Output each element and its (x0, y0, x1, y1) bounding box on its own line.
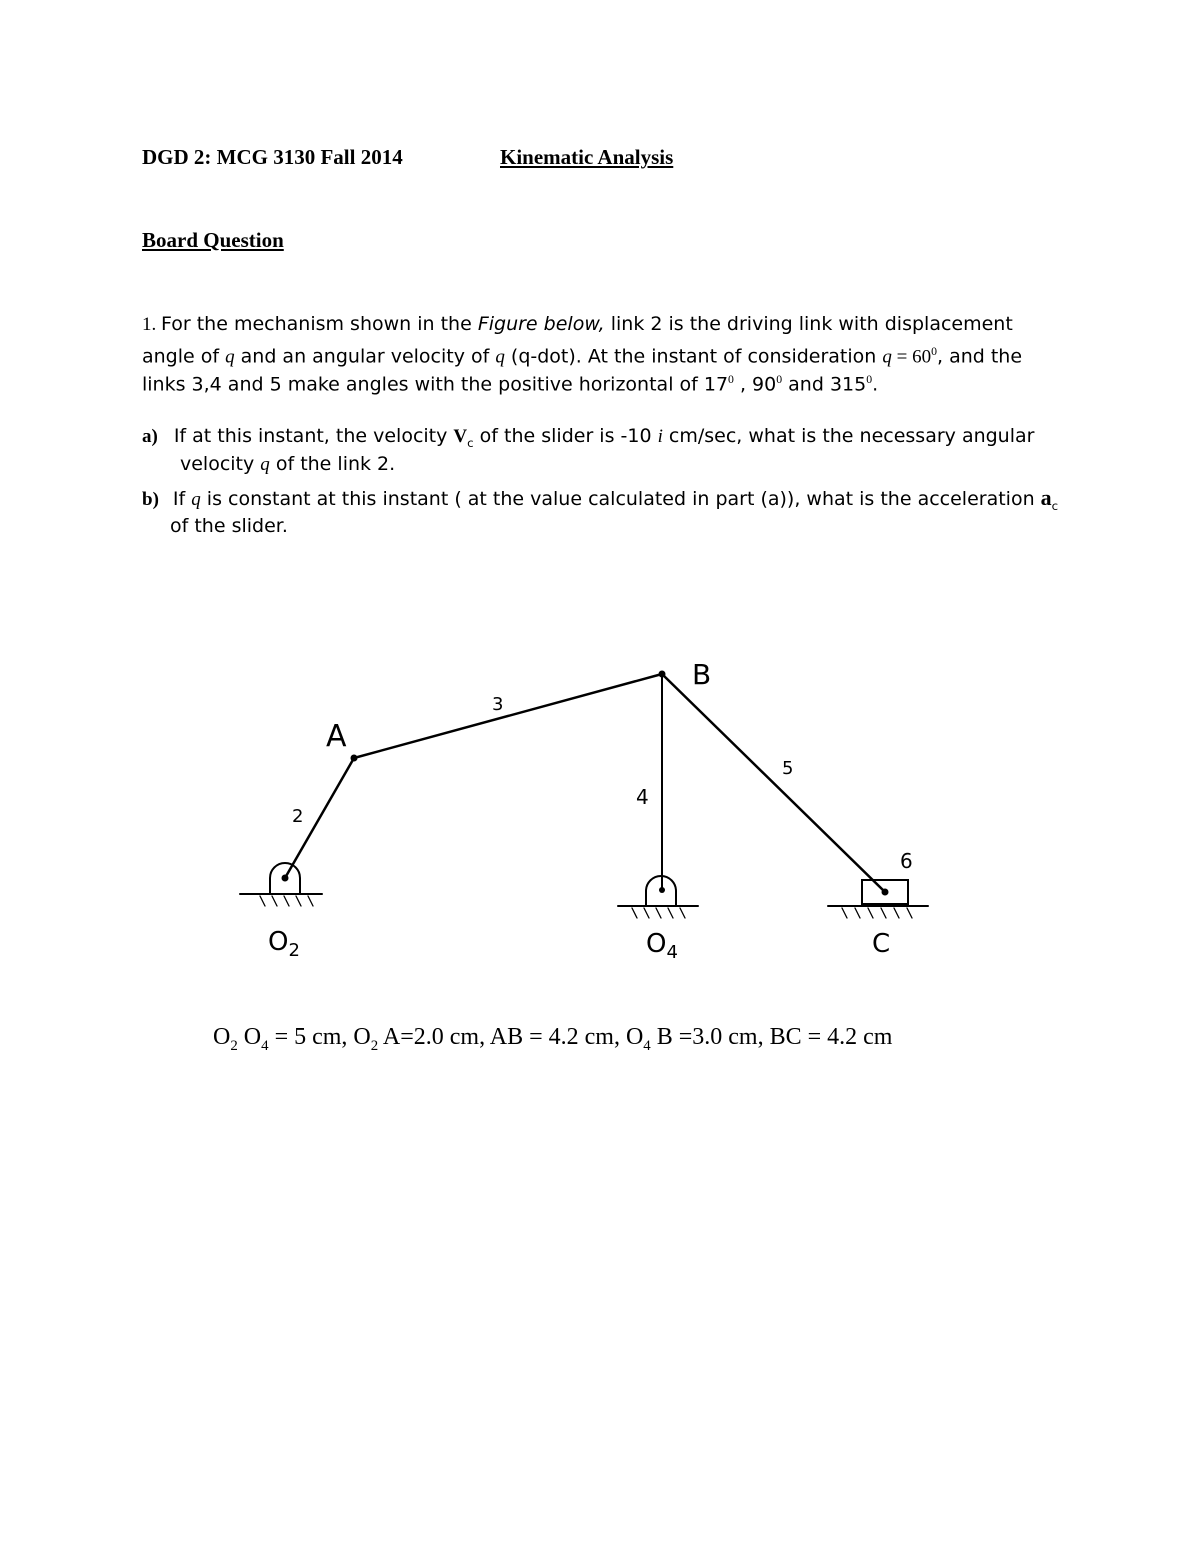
part-a-line-2: velocity q of the link 2. (180, 453, 396, 475)
part-b-label: b) (142, 489, 159, 510)
part-b-line-1: b) If q is constant at this instant ( at the value calculated in part (a)), what is the acceleration $a_c$ (142, 485, 1059, 513)
joint-c (882, 889, 889, 896)
part-a-label: a) (142, 426, 158, 447)
label-b: B (692, 658, 712, 691)
dimensions-line: $O_2$ $O_4 = 5$ cm, $O_2$ A=2.0 cm, AB = 4.2 cm, $O_4$ B =3.0 cm, BC = 4.2 cm (213, 1024, 893, 1054)
ground-hatch-c (842, 908, 912, 918)
link-5 (662, 674, 885, 892)
joint-b (659, 671, 666, 678)
part-a-line-1: a) If at this instant, the velocity $V_c$ of the slider is -10 i cm/sec, what is the necessary angular (142, 425, 1035, 450)
label-a: A (326, 719, 347, 754)
part-b-line-2: of the slider. (170, 515, 288, 537)
joint-a (351, 755, 358, 762)
label-link-5: 5 (782, 758, 794, 779)
mechanism-figure (230, 640, 950, 970)
label-o2: $O_2$ (268, 927, 300, 961)
label-link-3: 3 (492, 694, 504, 715)
problem-line-3: links 3,4 and 5 make angles with the positive horizontal of $17^0$ , $90^0$ and $315^0$. (142, 373, 879, 396)
problem-line-2: angle of q and an angular velocity of q (q-dot). At the instant of consideration $q = 60^0$, and the (142, 345, 1023, 368)
problem-line-1: 1. For the mechanism shown in the Figure below, link 2 is the driving link with displacement (142, 313, 1013, 335)
course-title: DGD 2: MCG 3130 Fall 2014 (142, 145, 403, 169)
label-link-4: 4 (636, 785, 649, 809)
joint-o2 (282, 875, 289, 882)
ground-hatch-o2 (260, 896, 313, 906)
label-o4: $O_4$ (646, 929, 678, 963)
label-link-6: 6 (900, 849, 913, 873)
ground-hatch-o4 (632, 908, 685, 918)
section-title: Board Question (142, 228, 284, 252)
label-c: C (872, 929, 891, 959)
label-link-2: 2 (292, 806, 304, 827)
link-3 (354, 674, 662, 758)
topic-title: Kinematic Analysis (500, 145, 674, 169)
joint-o4 (659, 887, 665, 893)
problem-number: 1. (142, 314, 161, 335)
